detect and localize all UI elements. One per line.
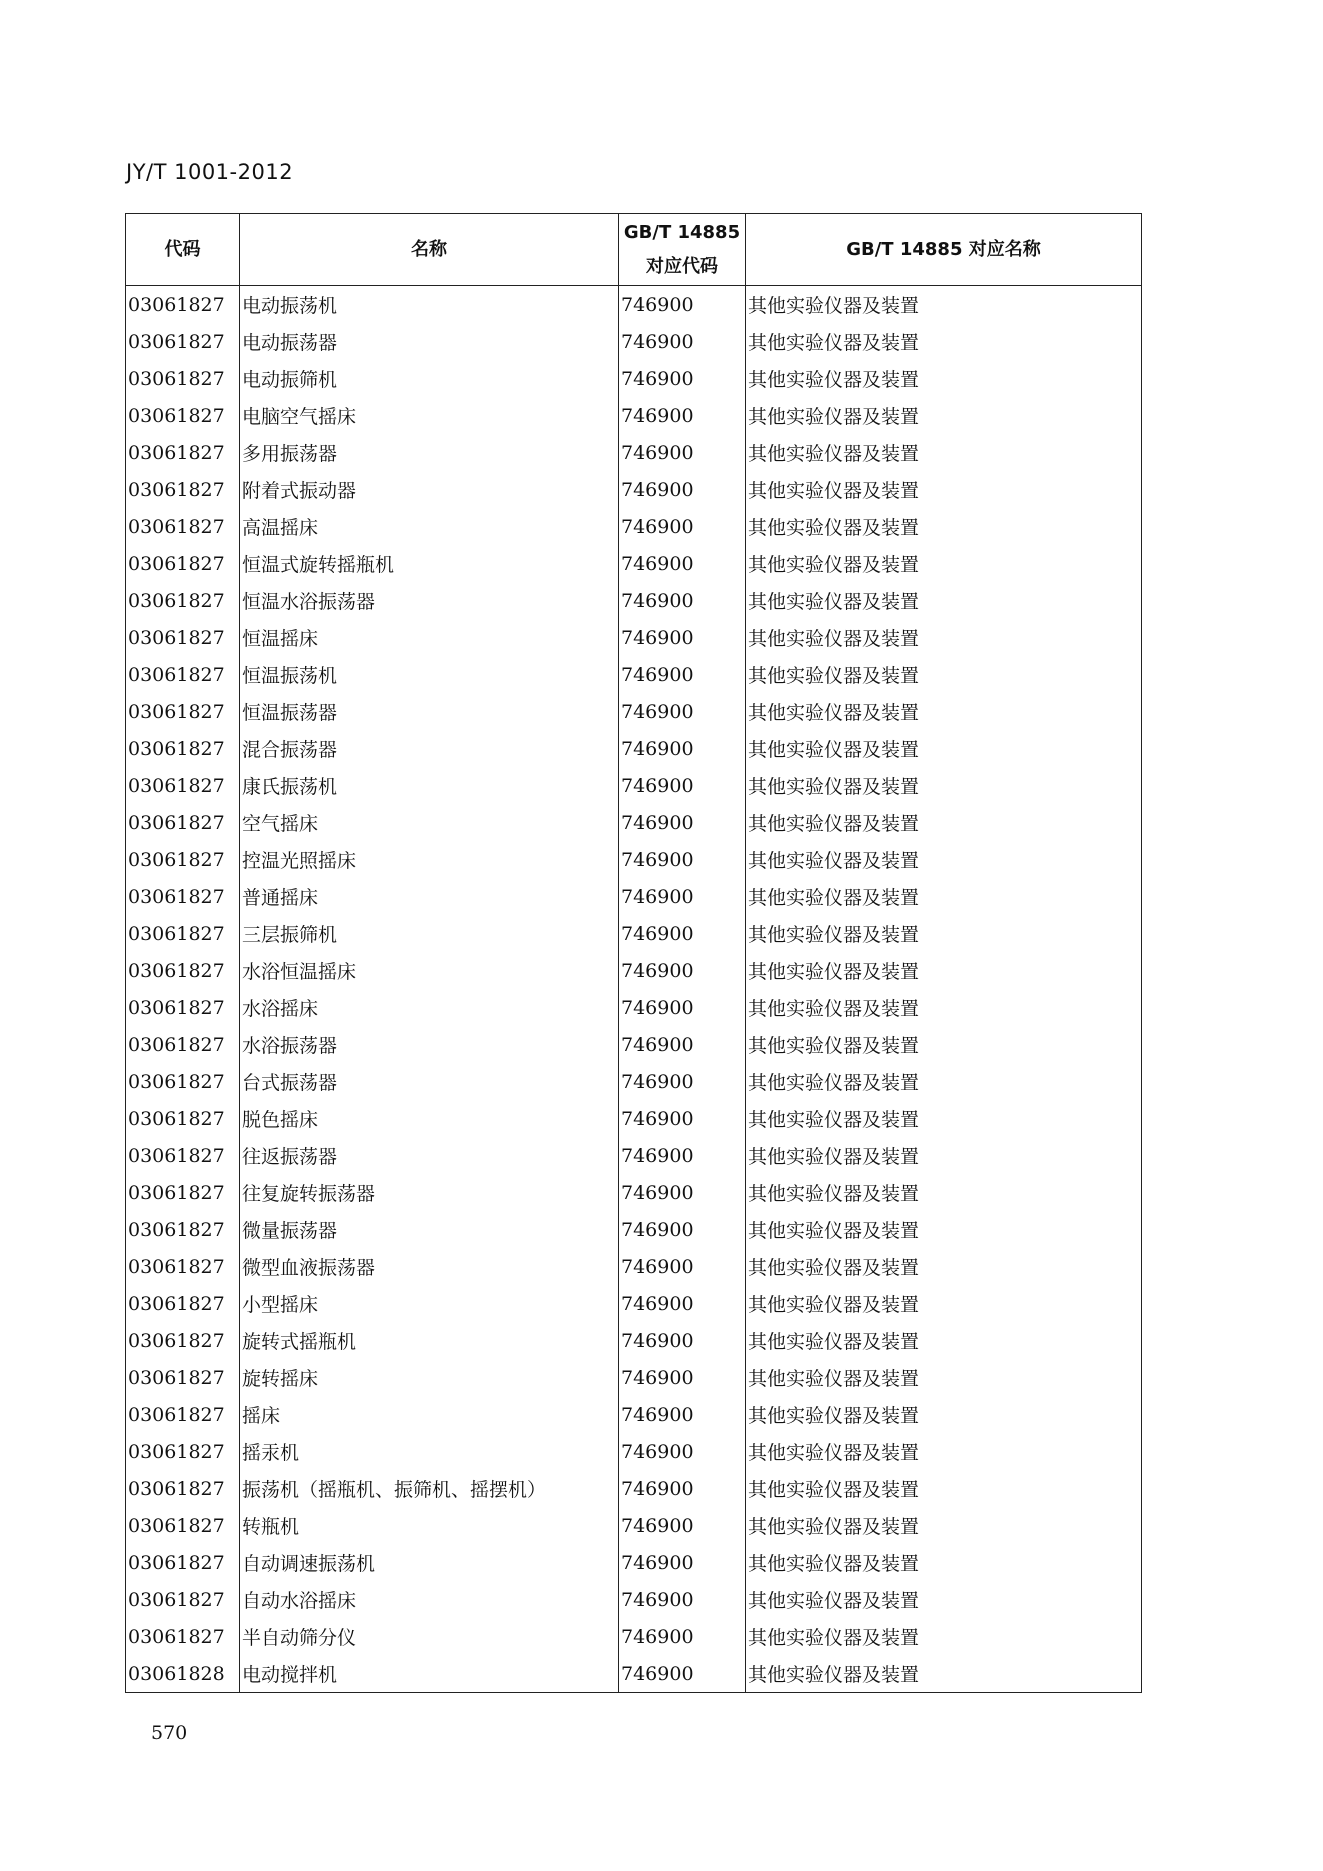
cell-name: 恒温摇床 [240,619,619,656]
cell-gb-name: 其他实验仪器及装置 [746,1322,1142,1359]
cell-code: 03061827 [126,989,240,1026]
cell-name: 恒温振荡机 [240,656,619,693]
table-row [126,1581,1142,1618]
table-row [126,545,1142,582]
cell-code: 03061827 [126,397,240,434]
cell-name: 康氏振荡机 [240,767,619,804]
cell-code: 03061827 [126,1248,240,1285]
cell-gb-name: 其他实验仪器及装置 [746,471,1142,508]
cell-code: 03061827 [126,619,240,656]
cell-code: 03061827 [126,841,240,878]
cell-gb-code: 746900 [619,1470,746,1507]
code-table [125,213,1142,1693]
cell-gb-code: 746900 [619,1026,746,1063]
cell-gb-name: 其他实验仪器及装置 [746,619,1142,656]
cell-name: 三层振筛机 [240,915,619,952]
cell-code: 03061827 [126,804,240,841]
cell-name: 电动振荡机 [240,286,619,324]
cell-code: 03061827 [126,1322,240,1359]
cell-name: 混合振荡器 [240,730,619,767]
cell-gb-code: 746900 [619,878,746,915]
cell-gb-code: 746900 [619,1655,746,1693]
table-row [126,1433,1142,1470]
table-row [126,804,1142,841]
cell-gb-name: 其他实验仪器及装置 [746,1026,1142,1063]
cell-gb-name: 其他实验仪器及装置 [746,360,1142,397]
cell-gb-code: 746900 [619,323,746,360]
cell-name: 转瓶机 [240,1507,619,1544]
cell-code: 03061827 [126,767,240,804]
cell-gb-name: 其他实验仪器及装置 [746,1174,1142,1211]
cell-name: 恒温振荡器 [240,693,619,730]
table-row [126,693,1142,730]
cell-name: 小型摇床 [240,1285,619,1322]
cell-name: 往返振荡器 [240,1137,619,1174]
table-row [126,1655,1142,1693]
cell-gb-code: 746900 [619,1544,746,1581]
header-name: 名称 [240,214,619,286]
cell-gb-name: 其他实验仪器及装置 [746,1581,1142,1618]
cell-code: 03061827 [126,508,240,545]
cell-name: 空气摇床 [240,804,619,841]
cell-code: 03061827 [126,323,240,360]
cell-code: 03061827 [126,1507,240,1544]
table-row [126,323,1142,360]
cell-name: 电动振筛机 [240,360,619,397]
cell-name: 摇汞机 [240,1433,619,1470]
cell-name: 微量振荡器 [240,1211,619,1248]
cell-code: 03061827 [126,545,240,582]
cell-gb-name: 其他实验仪器及装置 [746,915,1142,952]
cell-name: 旋转式摇瓶机 [240,1322,619,1359]
table-row [126,841,1142,878]
cell-gb-name: 其他实验仪器及装置 [746,1507,1142,1544]
cell-gb-name: 其他实验仪器及装置 [746,804,1142,841]
cell-gb-code: 746900 [619,1100,746,1137]
cell-gb-code: 746900 [619,582,746,619]
cell-gb-name: 其他实验仪器及装置 [746,397,1142,434]
cell-gb-name: 其他实验仪器及装置 [746,1248,1142,1285]
table-row [126,878,1142,915]
cell-name: 半自动筛分仪 [240,1618,619,1655]
cell-code: 03061827 [126,1618,240,1655]
cell-gb-name: 其他实验仪器及装置 [746,582,1142,619]
cell-gb-name: 其他实验仪器及装置 [746,323,1142,360]
table-row [126,1174,1142,1211]
table-row [126,915,1142,952]
cell-gb-code: 746900 [619,286,746,324]
table-body [126,286,1142,1693]
cell-gb-code: 746900 [619,1137,746,1174]
cell-code: 03061827 [126,952,240,989]
cell-code: 03061827 [126,286,240,324]
cell-code: 03061827 [126,1359,240,1396]
cell-gb-code: 746900 [619,804,746,841]
table-row [126,730,1142,767]
table-row [126,508,1142,545]
cell-gb-name: 其他实验仪器及装置 [746,1100,1142,1137]
cell-code: 03061827 [126,730,240,767]
header-gb-code [619,214,746,286]
cell-name: 摇床 [240,1396,619,1433]
cell-gb-name: 其他实验仪器及装置 [746,693,1142,730]
table-row [126,1359,1142,1396]
cell-name: 恒温水浴振荡器 [240,582,619,619]
cell-name: 自动调速振荡机 [240,1544,619,1581]
cell-gb-name: 其他实验仪器及装置 [746,841,1142,878]
cell-gb-code: 746900 [619,1396,746,1433]
cell-code: 03061827 [126,878,240,915]
table-row [126,434,1142,471]
cell-gb-code: 746900 [619,656,746,693]
cell-name: 往复旋转振荡器 [240,1174,619,1211]
cell-gb-code: 746900 [619,360,746,397]
table-row [126,1026,1142,1063]
cell-name: 高温摇床 [240,508,619,545]
cell-gb-name: 其他实验仪器及装置 [746,1211,1142,1248]
cell-name: 电动振荡器 [240,323,619,360]
cell-name: 台式振荡器 [240,1063,619,1100]
cell-gb-code: 746900 [619,1248,746,1285]
cell-gb-name: 其他实验仪器及装置 [746,730,1142,767]
cell-gb-code: 746900 [619,1618,746,1655]
table-row [126,989,1142,1026]
cell-gb-code: 746900 [619,1174,746,1211]
table-row [126,1470,1142,1507]
page-number: 570 [151,1722,188,1744]
cell-gb-code: 746900 [619,434,746,471]
cell-gb-code: 746900 [619,767,746,804]
cell-gb-name: 其他实验仪器及装置 [746,1470,1142,1507]
cell-gb-code: 746900 [619,471,746,508]
table-row [126,1063,1142,1100]
cell-gb-name: 其他实验仪器及装置 [746,1544,1142,1581]
cell-gb-name: 其他实验仪器及装置 [746,1396,1142,1433]
cell-code: 03061827 [126,582,240,619]
header-gb-code-line2: 对应代码 [646,255,718,277]
cell-gb-name: 其他实验仪器及装置 [746,434,1142,471]
cell-code: 03061827 [126,1100,240,1137]
cell-code: 03061827 [126,1581,240,1618]
cell-gb-name: 其他实验仪器及装置 [746,1137,1142,1174]
cell-name: 电动搅拌机 [240,1655,619,1693]
cell-gb-name: 其他实验仪器及装置 [746,1433,1142,1470]
cell-gb-name: 其他实验仪器及装置 [746,952,1142,989]
cell-gb-name: 其他实验仪器及装置 [746,1655,1142,1693]
table-row [126,1322,1142,1359]
cell-gb-name: 其他实验仪器及装置 [746,767,1142,804]
cell-code: 03061827 [126,360,240,397]
cell-gb-code: 746900 [619,989,746,1026]
table-row [126,1507,1142,1544]
table-row [126,1137,1142,1174]
cell-gb-code: 746900 [619,1359,746,1396]
cell-name: 水浴振荡器 [240,1026,619,1063]
cell-gb-name: 其他实验仪器及装置 [746,989,1142,1026]
cell-name: 脱色摇床 [240,1100,619,1137]
cell-code: 03061827 [126,1211,240,1248]
cell-code: 03061827 [126,915,240,952]
cell-gb-code: 746900 [619,619,746,656]
cell-gb-name: 其他实验仪器及装置 [746,508,1142,545]
cell-name: 振荡机（摇瓶机、振筛机、摇摆机） [240,1470,619,1507]
table-row [126,767,1142,804]
cell-gb-code: 746900 [619,730,746,767]
cell-code: 03061827 [126,1285,240,1322]
cell-code: 03061828 [126,1655,240,1693]
cell-gb-code: 746900 [619,1211,746,1248]
cell-name: 附着式振动器 [240,471,619,508]
cell-name: 多用振荡器 [240,434,619,471]
cell-gb-name: 其他实验仪器及装置 [746,1285,1142,1322]
cell-gb-name: 其他实验仪器及装置 [746,1063,1142,1100]
cell-gb-code: 746900 [619,1581,746,1618]
cell-gb-code: 746900 [619,508,746,545]
table-row [126,1100,1142,1137]
table-row [126,1618,1142,1655]
table-row [126,360,1142,397]
cell-gb-name: 其他实验仪器及装置 [746,286,1142,324]
header-row [126,214,1142,286]
cell-gb-code: 746900 [619,1322,746,1359]
cell-code: 03061827 [126,656,240,693]
header-code: 代码 [126,214,240,286]
cell-gb-name: 其他实验仪器及装置 [746,1359,1142,1396]
table-header [126,214,1142,286]
cell-name: 电脑空气摇床 [240,397,619,434]
cell-code: 03061827 [126,693,240,730]
table-row [126,1285,1142,1322]
table-row [126,582,1142,619]
table-row [126,656,1142,693]
cell-gb-code: 746900 [619,1285,746,1322]
table-row [126,397,1142,434]
header-gb-name: GB/T 14885 对应名称 [746,214,1142,286]
cell-name: 微型血液振荡器 [240,1248,619,1285]
cell-name: 水浴恒温摇床 [240,952,619,989]
cell-code: 03061827 [126,1544,240,1581]
cell-gb-code: 746900 [619,1433,746,1470]
cell-name: 自动水浴摇床 [240,1581,619,1618]
table-row [126,619,1142,656]
cell-gb-name: 其他实验仪器及装置 [746,1618,1142,1655]
table-row [126,1211,1142,1248]
cell-code: 03061827 [126,434,240,471]
cell-code: 03061827 [126,1026,240,1063]
cell-gb-code: 746900 [619,915,746,952]
cell-code: 03061827 [126,1396,240,1433]
cell-code: 03061827 [126,1063,240,1100]
cell-gb-name: 其他实验仪器及装置 [746,878,1142,915]
cell-code: 03061827 [126,1174,240,1211]
table-row [126,471,1142,508]
cell-name: 控温光照摇床 [240,841,619,878]
cell-code: 03061827 [126,1433,240,1470]
cell-gb-name: 其他实验仪器及装置 [746,545,1142,582]
cell-gb-code: 746900 [619,693,746,730]
cell-code: 03061827 [126,1137,240,1174]
cell-gb-code: 746900 [619,545,746,582]
table-row [126,286,1142,324]
cell-gb-code: 746900 [619,841,746,878]
cell-name: 恒温式旋转摇瓶机 [240,545,619,582]
cell-name: 水浴摇床 [240,989,619,1026]
cell-gb-name: 其他实验仪器及装置 [746,656,1142,693]
cell-gb-code: 746900 [619,1507,746,1544]
cell-gb-code: 746900 [619,1063,746,1100]
table-row [126,1544,1142,1581]
cell-code: 03061827 [126,1470,240,1507]
cell-name: 旋转摇床 [240,1359,619,1396]
cell-gb-code: 746900 [619,397,746,434]
cell-name: 普通摇床 [240,878,619,915]
table-row [126,1396,1142,1433]
table-row [126,1248,1142,1285]
cell-code: 03061827 [126,471,240,508]
table-row [126,952,1142,989]
header-gb-code-line1: GB/T 14885 [623,221,741,243]
standard-number: JY/T 1001-2012 [126,160,294,184]
cell-gb-code: 746900 [619,952,746,989]
